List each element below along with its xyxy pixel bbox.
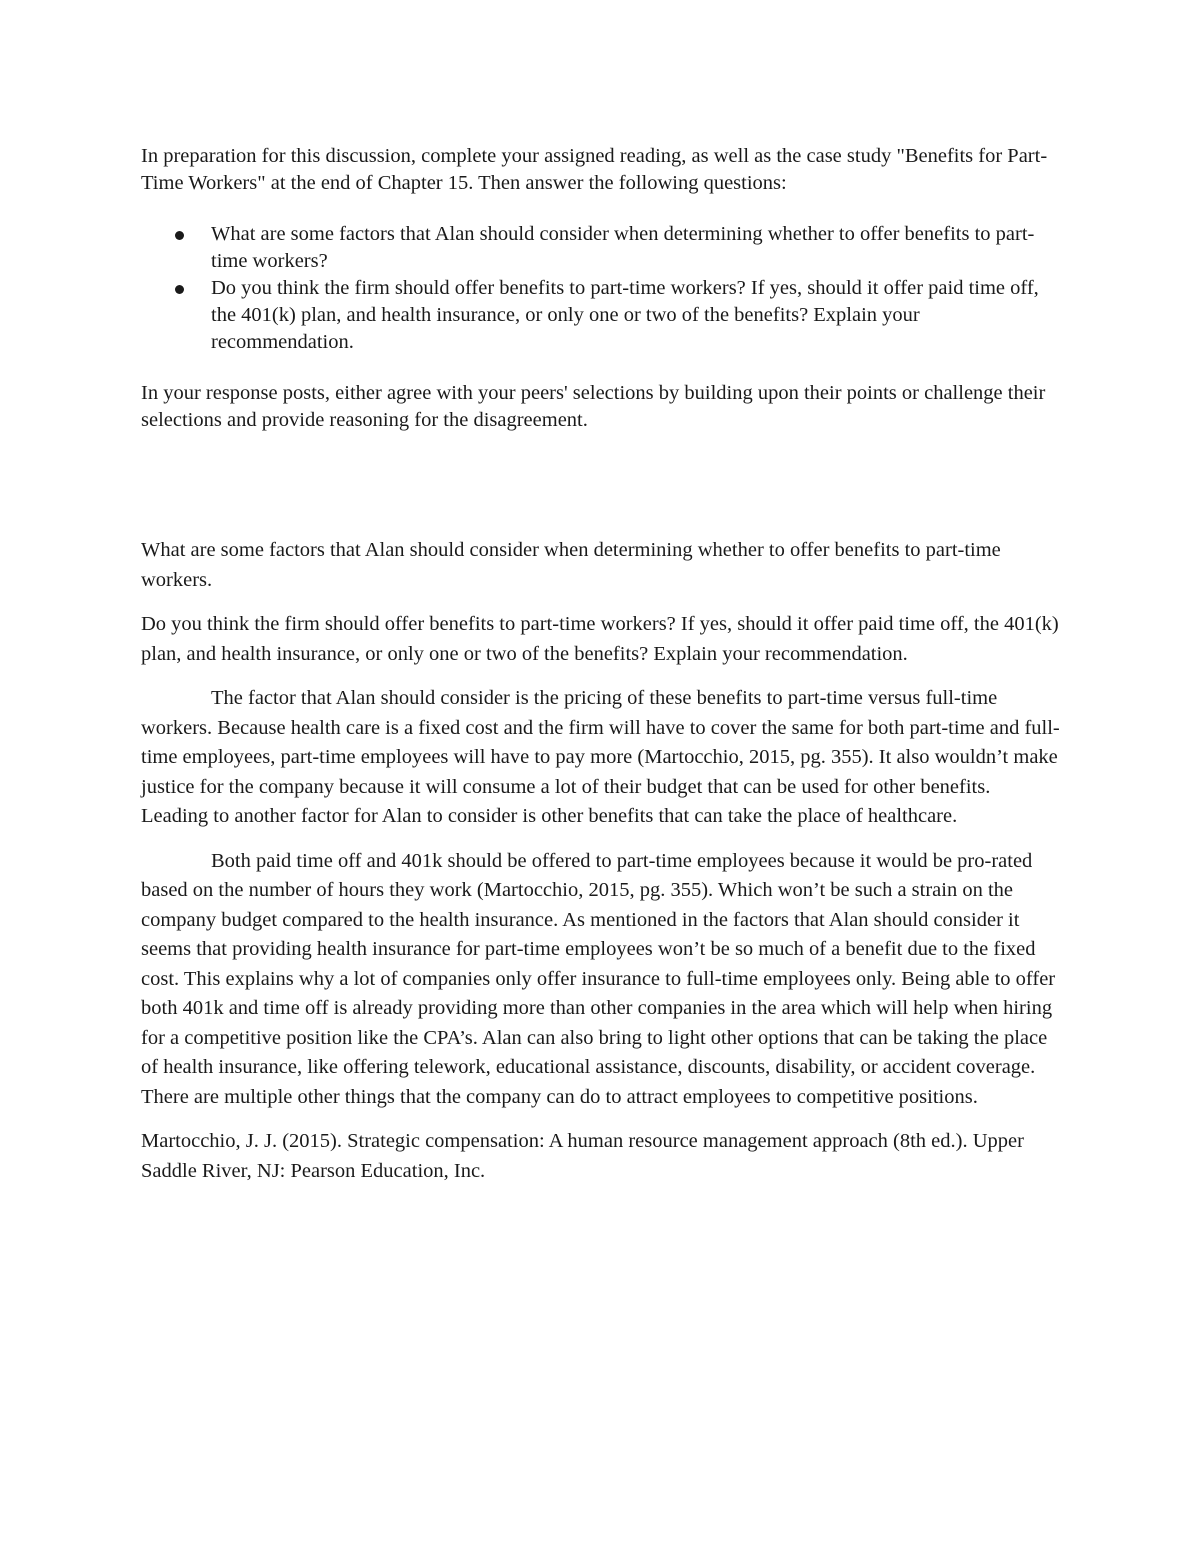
question-text: What are some factors that Alan should consider when determining whether to offer benefits to part-time workers? xyxy=(211,223,1035,272)
question-list xyxy=(141,221,1061,356)
question-text: Do you think the firm should offer benefits to part-time workers? If yes, should it offer paid time off, the 401(k) plan, and health insurance, or only one or two of the benefits? Explain your recommendation. xyxy=(211,277,1039,353)
student-response xyxy=(141,536,1061,1201)
question-item xyxy=(141,221,1061,275)
prompt-instructions: In your response posts, either agree with your peers' selections by building upon their points or challenge their selections and provide reasoning for the disagreement. xyxy=(141,382,1046,431)
prompt-intro: In preparation for this discussion, complete your assigned reading, as well as the case study "Benefits for Part-Time Workers" at the end of Chapter 15. Then answer the following questions: xyxy=(141,145,1048,194)
bullet-icon xyxy=(175,285,184,294)
response-question-1: What are some factors that Alan should consider when determining whether to offer benefits to part-time workers. xyxy=(141,539,1001,591)
response-question-2: Do you think the firm should offer benefits to part-time workers? If yes, should it offer paid time off, the 401(k) plan, and health insurance, or only one or two of the benefits? Explain your recommendation. xyxy=(141,613,1059,665)
question-item xyxy=(141,275,1061,356)
response-paragraph-2: Both paid time off and 401k should be offered to part-time employees because it would be pro-rated based on the number of hours they work (Martocchio, 2015, pg. 355). Which won’t be such a strain on the company budget compared to the health insurance. As mentioned in the factors that Alan should consider it seems that providing health insurance for part-time employees won’t be so much of a benefit due to the fixed cost. This explains why a lot of companies only offer insurance to full-time employees only. Being able to offer both 401k and time off is already providing more than other companies in the area which will help when hiring for a competitive position like the CPA’s. Alan can also bring to light other options that can be taking the place of health insurance, like offering telework, educational assistance, discounts, disability, or accident coverage. There are multiple other things that the company can do to attract employees to competitive positions. xyxy=(141,849,1056,1108)
bullet-icon xyxy=(175,231,184,240)
response-paragraph-1: The factor that Alan should consider is the pricing of these benefits to part-time versus full-time workers. Because health care is a fixed cost and the firm will have to cover the same for both part-time and full-time employees, part-time employees will have to pay more (Martocchio, 2015, pg. 355). It also wouldn’t make justice for the company because it will consume a lot of their budget that can be used for other benefits. Leading to another factor for Alan to consider is other benefits that can take the place of healthcare. xyxy=(141,687,1060,827)
discussion-prompt xyxy=(141,143,1061,434)
reference-citation: Martocchio, J. J. (2015). Strategic compensation: A human resource management approach (8th ed.). Upper Saddle River, NJ: Pearson Education, Inc. xyxy=(141,1130,1024,1182)
